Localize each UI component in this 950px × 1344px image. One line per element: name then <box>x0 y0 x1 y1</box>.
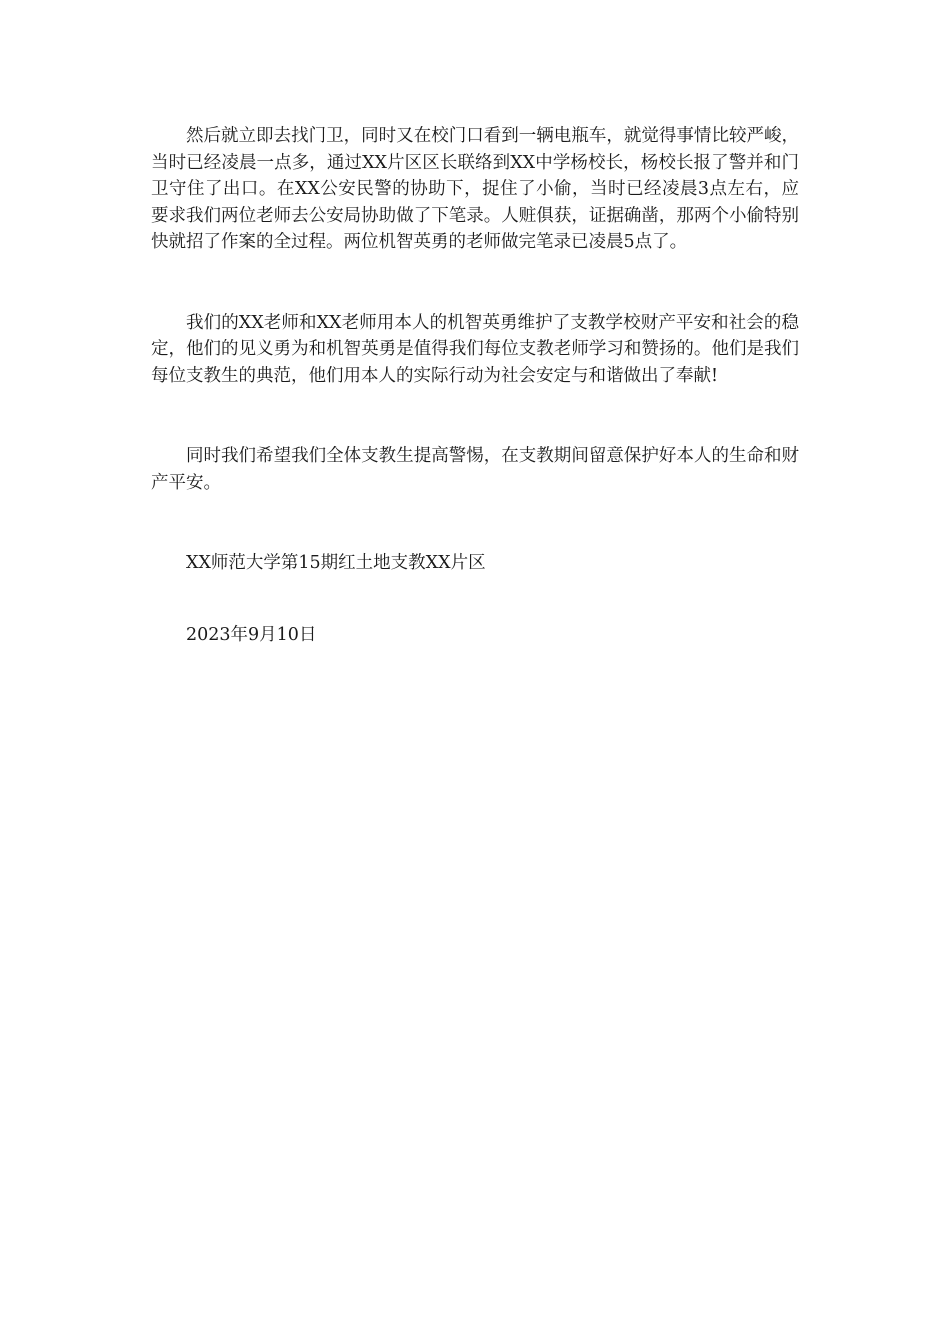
paragraph-incident: 然后就立即去找门卫，同时又在校门口看到一辆电瓶车，就觉得事情比较严峻，当时已经凌晨一点多，通过XX片区区长联络到XX中学杨校长，杨校长报了警并和门卫守住了出口。在XX公安民警的协助下，捉住了小偷，当时已经凌晨3点左右，应要求我们两位老师去公安局协助做了下笔录。人赃俱获，证据确凿，那两个小偷特别快就招了作案的全过程。两位机智英勇的老师做完笔录已凌晨5点了。 <box>151 126 799 252</box>
paragraph-praise: 我们的XX老师和XX老师用本人的机智英勇维护了支教学校财产平安和社会的稳定，他们的见义勇为和机智英勇是值得我们每位支教老师学习和赞扬的。他们是我们每位支教生的典范，他们用本人的实际行动为社会安定与和谐做出了奉献! <box>151 312 799 386</box>
document-body <box>151 123 799 648</box>
date-line: 2023年9月10日 <box>186 624 317 645</box>
signature-line: XX师范大学第15期红土地支教XX片区 <box>186 553 486 573</box>
paragraph-reminder: 同时我们希望我们全体支教生提高警惕，在支教期间留意保护好本人的生命和财产平安。 <box>151 446 799 493</box>
